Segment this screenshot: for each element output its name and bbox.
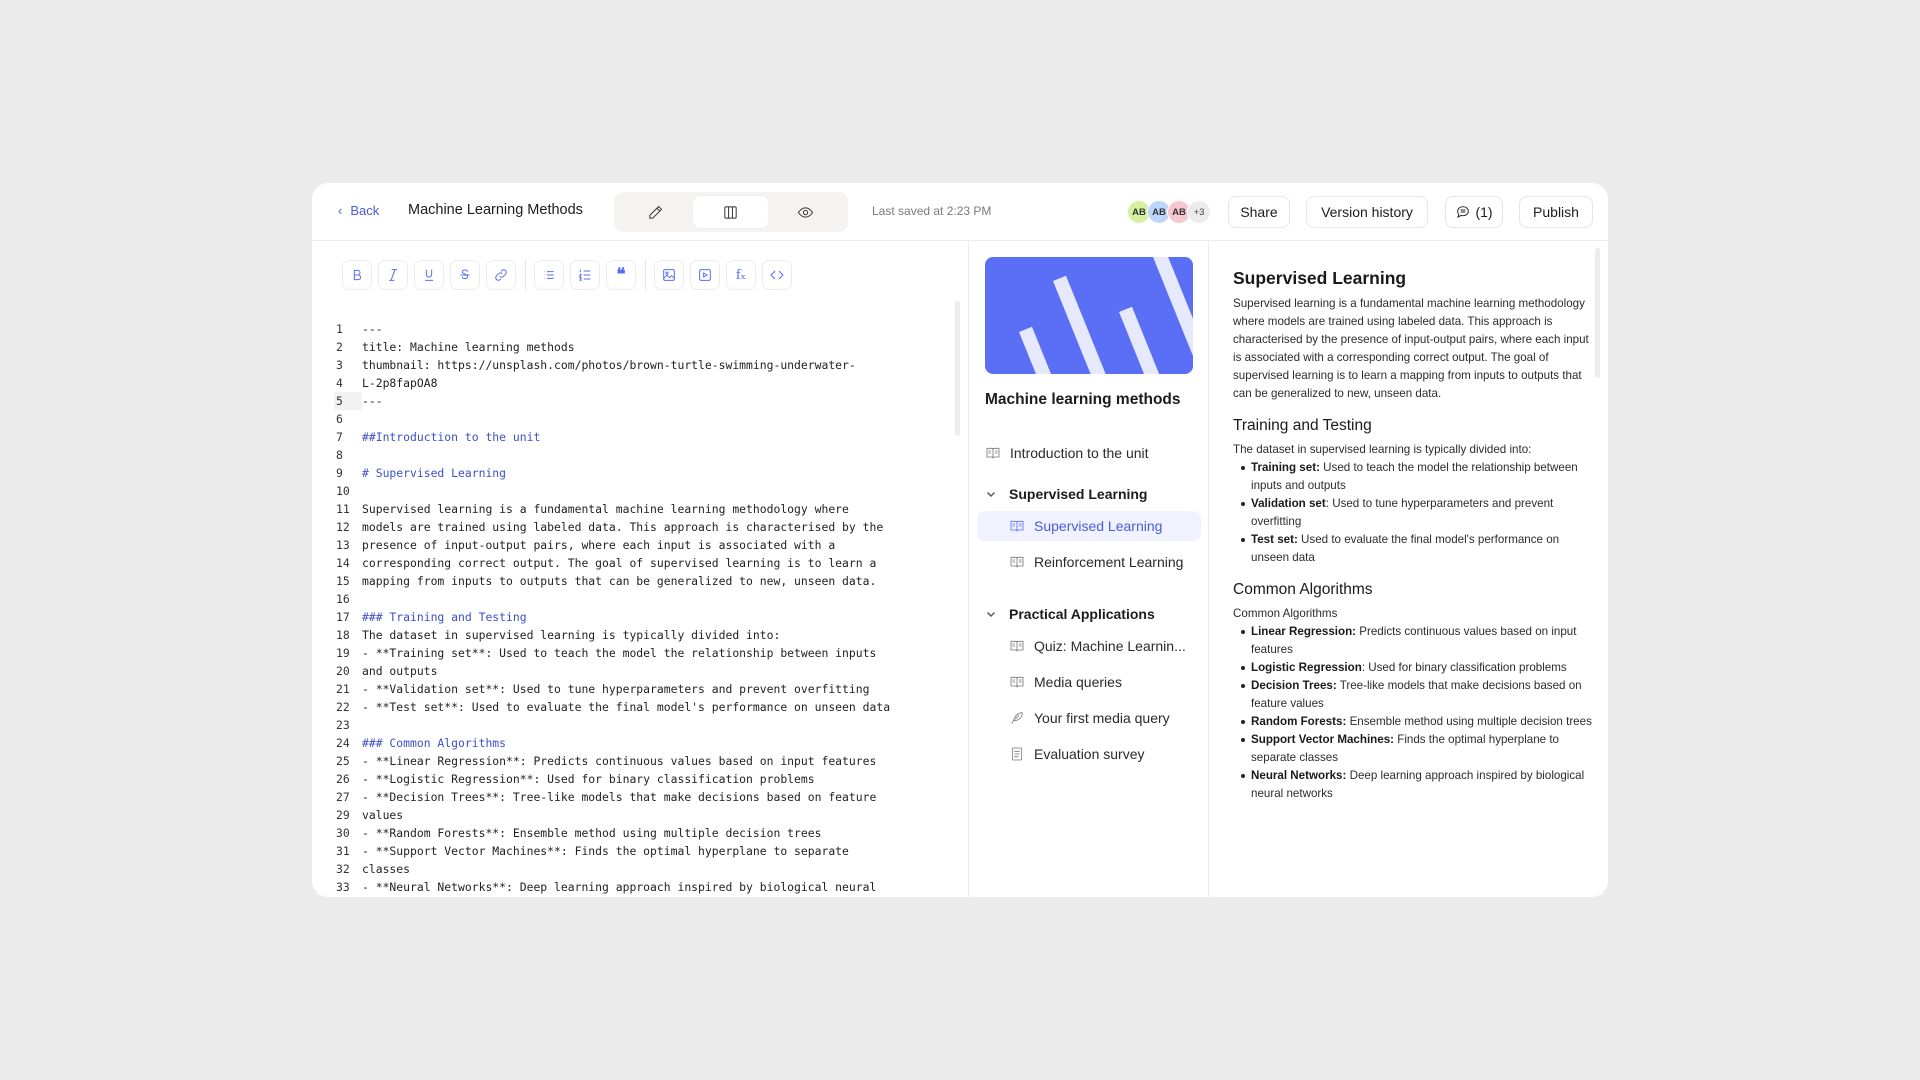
line-number: 31	[336, 844, 350, 858]
share-button[interactable]	[1228, 196, 1290, 228]
line-number: 22	[336, 700, 350, 714]
line-number: 3	[336, 358, 343, 372]
code-line[interactable]	[334, 644, 954, 662]
line-number: 17	[336, 610, 350, 624]
list-item	[1251, 731, 1593, 767]
code-line[interactable]	[334, 662, 954, 680]
list-term: Validation set	[1251, 497, 1326, 510]
preview-subheading: Training and Testing	[1233, 417, 1372, 434]
chevron-left-icon: ‹	[338, 203, 343, 218]
line-number: 33	[336, 880, 350, 894]
list-desc: Predicts continuous values based on input features	[1251, 625, 1577, 656]
thumbnail-stripe	[1053, 276, 1107, 374]
code-line[interactable]	[334, 752, 954, 770]
list-term: Logistic Regression	[1251, 661, 1362, 674]
book-icon	[985, 445, 1001, 461]
line-number: 6	[336, 412, 343, 426]
columns-icon	[722, 204, 739, 221]
chevron-down-icon	[985, 608, 997, 620]
video-icon	[697, 267, 713, 283]
share-label: Share	[1240, 204, 1278, 220]
image-icon	[661, 267, 677, 283]
line-number: 32	[336, 862, 350, 876]
outline-item-supervised-learning[interactable]	[977, 511, 1201, 541]
list-item	[1251, 623, 1593, 659]
markdown-editor-pane	[312, 241, 969, 897]
code-line[interactable]	[334, 356, 954, 374]
image-button[interactable]	[654, 260, 684, 290]
markdown-heading-text: # Supervised Learning	[362, 466, 507, 480]
list-desc: : Used for binary classification problems	[1361, 661, 1567, 674]
editor-scrollbar[interactable]	[955, 301, 960, 436]
preview-paragraph: The dataset in supervised learning is typically divided into:	[1233, 443, 1532, 456]
code-text: - **Training set**: Used to teach the model the relationship between inputs	[362, 646, 877, 660]
thumbnail-stripe	[1153, 257, 1193, 359]
line-number: 27	[336, 790, 350, 804]
code-text: title: Machine learning methods	[362, 340, 575, 354]
line-number: 13	[336, 538, 350, 552]
header-bar	[312, 183, 1608, 241]
code-line[interactable]	[334, 338, 954, 356]
preview-paragraph: Supervised learning is a fundamental machine learning methodology where models are trained using labeled data. This approach is characterised by the presence of input-output pairs, where each input is associated with a corresponding correct output. The goal of supervised learning is to learn a mapping from inputs to outputs that can be generalized to new, unseen data.	[1233, 297, 1589, 400]
code-line[interactable]	[334, 536, 954, 554]
code-line[interactable]	[334, 374, 954, 392]
chevron-down-icon	[985, 488, 997, 500]
code-line[interactable]	[334, 824, 954, 842]
split-mode-button[interactable]	[693, 196, 768, 228]
code-text: The dataset in supervised learning is typically divided into:	[362, 628, 781, 642]
back-label: Back	[350, 203, 380, 218]
code-line[interactable]	[334, 392, 954, 410]
code-line[interactable]	[334, 320, 954, 338]
list-item	[1251, 767, 1593, 803]
preview-heading: Supervised Learning	[1233, 268, 1407, 288]
pencil-icon	[647, 204, 664, 221]
list-item	[1251, 459, 1593, 495]
code-line[interactable]	[334, 446, 954, 464]
section-title: Practical Applications	[1009, 606, 1155, 622]
code-text: ---	[362, 322, 383, 336]
outline-item-label: Introduction to the unit	[1010, 445, 1149, 461]
strikethrough-icon	[457, 267, 473, 283]
outline-item-media-queries[interactable]	[1009, 667, 1122, 697]
code-line[interactable]	[334, 716, 954, 734]
bullet-list-button[interactable]	[534, 260, 564, 290]
course-thumbnail	[985, 257, 1193, 374]
editor-window	[312, 183, 1608, 897]
line-number: 21	[336, 682, 350, 696]
code-text: mapping from inputs to outputs that can be generalized to new, unseen data.	[362, 574, 877, 588]
code-line[interactable]	[334, 878, 954, 896]
markdown-heading-text: ### Common Algorithms	[362, 736, 507, 750]
line-number: 25	[336, 754, 350, 768]
code-text: - **Validation set**: Used to tune hyperparameters and prevent overfitting	[362, 682, 870, 696]
line-number: 12	[336, 520, 350, 534]
toolbar-divider	[525, 260, 526, 290]
code-text: - **Random Forests**: Ensemble method using multiple decision trees	[362, 826, 822, 840]
code-line[interactable]	[334, 788, 954, 806]
code-text: corresponding correct output. The goal of supervised learning is to learn a	[362, 556, 877, 570]
preview-paragraph: Common Algorithms	[1233, 607, 1338, 620]
book-icon	[1009, 518, 1025, 534]
code-button[interactable]	[762, 260, 792, 290]
code-line[interactable]	[334, 554, 954, 572]
code-text: classes	[362, 862, 411, 876]
code-text: models are trained using labeled data. This approach is characterised by the	[362, 520, 884, 534]
code-line[interactable]	[334, 410, 954, 428]
code-line[interactable]	[334, 518, 954, 536]
bold-button[interactable]	[342, 260, 372, 290]
list-term: Random Forests:	[1251, 715, 1347, 728]
code-text: - **Test set**: Used to evaluate the final model's performance on unseen data	[362, 700, 891, 714]
italic-icon	[385, 267, 401, 283]
last-saved-status: Last saved at 2:23 PM	[872, 204, 992, 218]
code-line[interactable]	[334, 698, 954, 716]
markdown-heading-text: ### Training and Testing	[362, 610, 527, 624]
list-item	[1251, 677, 1593, 713]
quote-button[interactable]	[606, 260, 636, 290]
publish-label: Publish	[1533, 204, 1579, 220]
code-text: presence of input-output pairs, where each input is associated with a	[362, 538, 836, 552]
comments-count: (1)	[1475, 204, 1493, 220]
book-icon	[1009, 554, 1025, 570]
line-number: 1	[336, 322, 343, 336]
line-number: 18	[336, 628, 350, 642]
list-desc: : Used to tune hyperparameters and prevent overfitting	[1251, 497, 1554, 528]
line-number: 10	[336, 484, 350, 498]
strikethrough-button[interactable]	[450, 260, 480, 290]
line-number: 26	[336, 772, 350, 786]
version-history-button[interactable]	[1306, 196, 1428, 228]
link-icon	[493, 267, 509, 283]
course-title: Machine learning methods	[985, 391, 1181, 408]
book-icon	[1009, 638, 1025, 654]
line-number: 30	[336, 826, 350, 840]
preview-subheading: Common Algorithms	[1233, 581, 1373, 598]
toolbar-divider	[645, 260, 646, 290]
outline-section-practical-applications[interactable]	[985, 606, 1155, 622]
thumbnail-stripe	[1119, 307, 1162, 374]
code-text: Supervised learning is a fundamental machine learning methodology where	[362, 502, 849, 516]
code-text: - **Neural Networks**: Deep learning approach inspired by biological neural	[362, 880, 877, 894]
document-icon	[1009, 746, 1025, 762]
outline-item-label: Evaluation survey	[1034, 746, 1145, 762]
bullet-list-icon	[541, 267, 557, 283]
outline-item-label: Supervised Learning	[1034, 518, 1163, 534]
code-text: L-2p8fapOA8	[362, 376, 438, 390]
outline-section-supervised-learning[interactable]	[985, 486, 1147, 502]
code-line[interactable]	[334, 842, 954, 860]
code-line[interactable]	[334, 770, 954, 788]
outline-item-reinforcement-learning[interactable]	[1009, 547, 1183, 577]
list-desc: Deep learning approach inspired by biological neural networks	[1251, 769, 1585, 800]
publish-button[interactable]	[1519, 196, 1593, 228]
line-number: 9	[336, 466, 343, 480]
list-desc: Finds the optimal hyperplane to separate classes	[1251, 733, 1560, 764]
list-item	[1251, 495, 1593, 531]
code-editor[interactable]	[334, 320, 954, 896]
line-number: 15	[336, 574, 350, 588]
outline-item-first-media-query[interactable]	[1009, 703, 1170, 733]
outline-item-quiz[interactable]	[1009, 631, 1186, 661]
line-number: 29	[336, 808, 350, 822]
code-line[interactable]	[334, 428, 954, 446]
quote-icon: ❝	[616, 265, 626, 284]
list-term: Decision Trees:	[1251, 679, 1337, 692]
code-line[interactable]	[334, 806, 954, 824]
link-button[interactable]	[486, 260, 516, 290]
line-number: 11	[336, 502, 350, 516]
line-number: 5	[334, 392, 362, 410]
outline-item-introduction[interactable]	[985, 438, 1149, 468]
list-item	[1251, 659, 1593, 677]
code-line[interactable]	[334, 860, 954, 878]
list-term: Support Vector Machines:	[1251, 733, 1395, 746]
line-number: 16	[336, 592, 350, 606]
italic-button[interactable]	[378, 260, 408, 290]
version-history-label: Version history	[1321, 204, 1413, 220]
underline-icon	[421, 267, 437, 283]
line-number: 24	[336, 736, 350, 750]
outline-item-label: Reinforcement Learning	[1034, 554, 1184, 570]
list-item	[1251, 531, 1593, 567]
code-text: - **Logistic Regression**: Used for binary classification problems	[362, 772, 815, 786]
markdown-heading-text: ##Introduction to the unit	[362, 430, 541, 444]
code-line[interactable]	[334, 734, 954, 752]
avatar[interactable]: AB	[1147, 200, 1171, 224]
code-line[interactable]	[334, 680, 954, 698]
code-line[interactable]	[334, 482, 954, 500]
document-title: Machine Learning Methods	[408, 202, 583, 218]
video-button[interactable]	[690, 260, 720, 290]
edit-mode-button[interactable]	[618, 196, 693, 228]
bold-icon	[349, 267, 365, 283]
numbered-list-button[interactable]	[570, 260, 600, 290]
code-text: - **Support Vector Machines**: Finds the optimal hyperplane to separate	[362, 844, 849, 858]
code-icon	[769, 267, 785, 283]
line-number: 14	[336, 556, 350, 570]
comments-button[interactable]	[1445, 196, 1503, 228]
numbered-list-icon	[577, 267, 593, 283]
code-text: and outputs	[362, 664, 438, 678]
line-number: 4	[336, 376, 343, 390]
rendered-preview-pane	[1209, 241, 1608, 897]
list-desc: Used to evaluate the final model's performance on unseen data	[1251, 533, 1560, 564]
list-term: Training set:	[1251, 461, 1320, 474]
list-desc: Ensemble method using multiple decision trees	[1346, 715, 1592, 728]
code-text: thumbnail: https://unsplash.com/photos/brown-turtle-swimming-underwater-	[362, 358, 856, 372]
collaborator-avatars[interactable]	[1127, 200, 1211, 224]
code-line[interactable]	[334, 500, 954, 518]
thumbnail-stripe	[1019, 327, 1054, 374]
formatting-toolbar	[342, 260, 798, 290]
back-button[interactable]	[338, 203, 379, 218]
line-number: 23	[336, 718, 350, 732]
avatar[interactable]: AB	[1127, 200, 1151, 224]
course-outline-pane	[969, 241, 1209, 897]
feather-icon	[1009, 710, 1025, 726]
list-desc: Tree-like models that make decisions based on feature values	[1251, 679, 1582, 710]
function-icon: fₓ	[735, 267, 747, 283]
line-number: 2	[336, 340, 343, 354]
outline-item-label: Your first media query	[1034, 710, 1170, 726]
line-number: 19	[336, 646, 350, 660]
more-collaborators-badge[interactable]: +3	[1187, 200, 1211, 224]
view-mode-switch	[614, 192, 848, 232]
preview-scrollbar[interactable]	[1595, 248, 1600, 378]
list-desc: Used to teach the model the relationship between inputs and outputs	[1251, 461, 1578, 492]
list-term: Linear Regression:	[1251, 625, 1357, 638]
code-text: - **Linear Regression**: Predicts continuous values based on input features	[362, 754, 877, 768]
code-text: values	[362, 808, 404, 822]
code-text: - **Decision Trees**: Tree-like models that make decisions based on feature	[362, 790, 877, 804]
code-line[interactable]	[334, 626, 954, 644]
outline-item-label: Quiz: Machine Learnin...	[1034, 638, 1186, 654]
formula-button[interactable]	[726, 260, 756, 290]
comment-icon	[1455, 204, 1471, 220]
book-icon	[1009, 674, 1025, 690]
preview-list	[1233, 459, 1593, 567]
outline-item-label: Media queries	[1034, 674, 1122, 690]
outline-item-evaluation-survey[interactable]	[1009, 739, 1145, 769]
line-number: 20	[336, 664, 350, 678]
list-term: Neural Networks:	[1251, 769, 1347, 782]
line-number: 8	[336, 448, 343, 462]
underline-button[interactable]	[414, 260, 444, 290]
eye-icon	[797, 204, 814, 221]
code-text: ---	[362, 394, 383, 408]
code-line[interactable]	[334, 608, 954, 626]
list-term: Test set:	[1251, 533, 1298, 546]
line-number: 7	[336, 430, 343, 444]
preview-list	[1233, 623, 1593, 803]
section-title: Supervised Learning	[1009, 486, 1148, 502]
list-item	[1251, 713, 1593, 731]
code-line[interactable]	[334, 464, 954, 482]
code-line[interactable]	[334, 590, 954, 608]
preview-mode-button[interactable]	[768, 196, 843, 228]
avatar[interactable]: AB	[1167, 200, 1191, 224]
code-line[interactable]	[334, 572, 954, 590]
